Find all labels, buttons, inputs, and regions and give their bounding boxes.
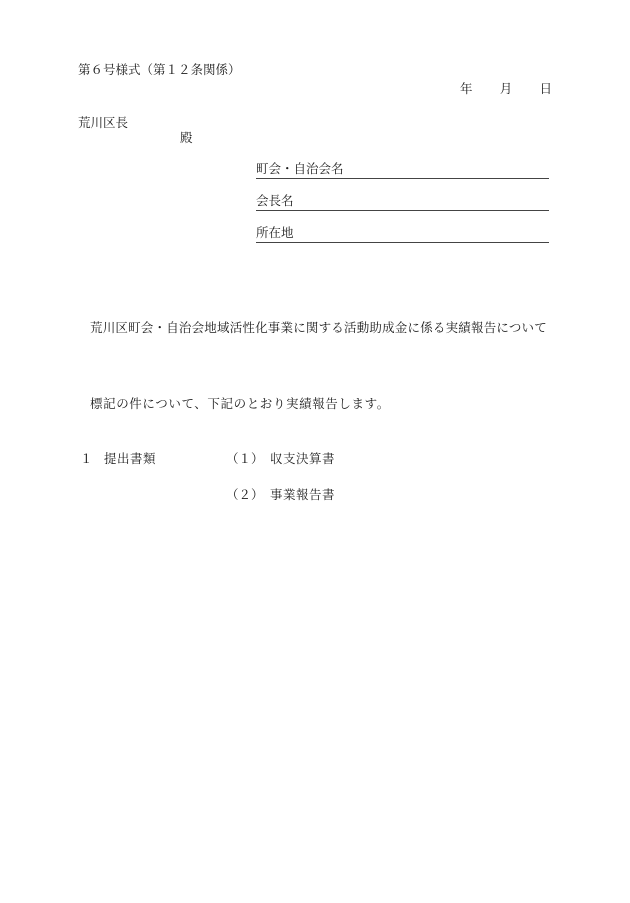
document-name: 事業報告書 [270,487,336,502]
address-label: 所在地 [256,225,294,240]
chairperson-name-label: 会長名 [256,193,294,208]
address-field[interactable] [256,227,549,243]
town-association-name-label: 町会・自治会名 [256,161,344,176]
chairperson-name-field[interactable] [256,195,549,211]
date-year-label: 年 [460,81,473,96]
item-number: １ [80,451,93,466]
addressee-name: 荒川区長 [78,115,129,130]
form-number: 第６号様式（第１２条関係） [78,62,241,77]
body-text: 標記の件について、下記のとおり実績報告します。 [90,396,390,411]
document-number: （２） [226,487,264,502]
addressee-honorific: 殿 [180,130,193,145]
date-month-label: 月 [499,81,513,96]
item-label: 提出書類 [104,451,157,466]
document-name: 収支決算書 [270,451,336,466]
date-row [460,83,552,96]
town-association-name-field[interactable] [256,163,549,179]
date-day-label: 日 [539,81,552,96]
document-subject: 荒川区町会・自治会地域活性化事業に関する活動助成金に係る実績報告について [90,320,547,335]
document-number: （１） [226,451,264,466]
